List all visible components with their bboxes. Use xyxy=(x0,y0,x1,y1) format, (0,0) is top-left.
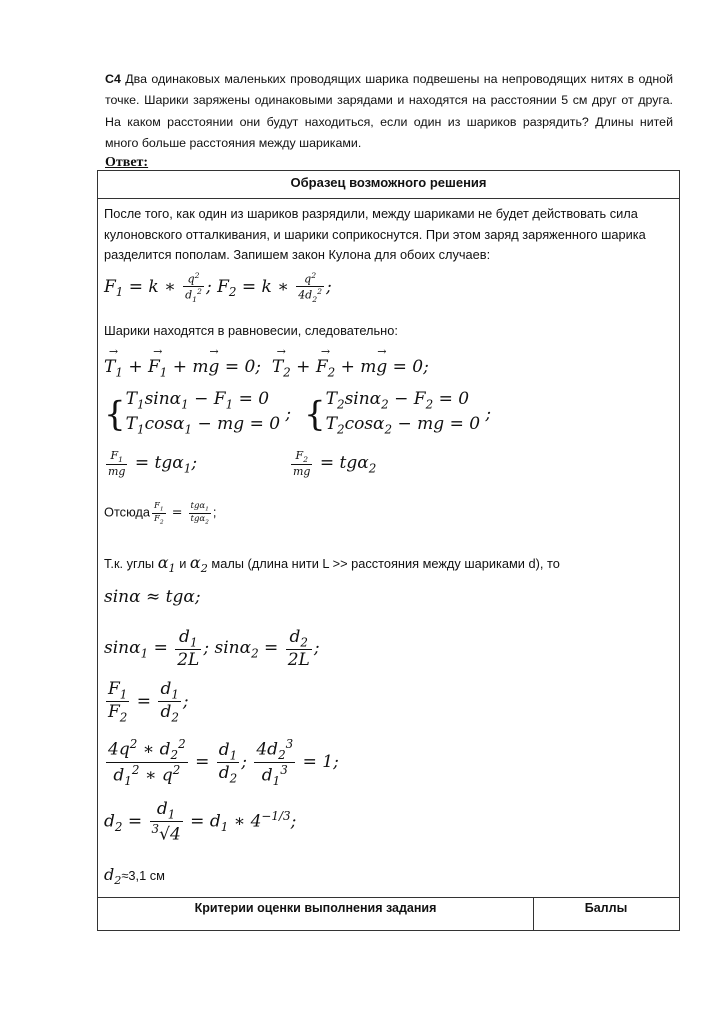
sin-formula: sinα$_1$ = $\frac{d_1}{2L}$ ; sinα$_2$ = $\frac{d_2}{2L}$ ; xyxy=(104,627,320,671)
ratio-formula: $\frac{F_1}{F_2}$ = $\frac{d_1}{d_2}$ ; xyxy=(108,679,189,725)
hence-text: Отсюда xyxy=(104,504,150,520)
angles-and: и xyxy=(179,556,187,571)
vector-equation: → $T_1$ + → $F_1 + m\to g = 0$; → $T_2$ + → $F_2 + m\to g = 0$; xyxy=(104,357,429,379)
sin-approx: sinα ≈ tgα; xyxy=(104,587,201,607)
angles-line: Т.к. углы $\alpha_1$ и $\alpha_2$ малы (длина нити L >> расстояния между шариками d), то xyxy=(104,553,560,576)
points-header: Баллы xyxy=(584,901,628,915)
criteria-row xyxy=(98,897,679,930)
tg-formula-1: $\frac{F_1}{mg}$ = tgα$_1$; xyxy=(108,449,198,479)
solution-intro: После того, как один из шариков разрядили, между шариками не будет действовать сила кулоновского отталкивания, и шарики соприкоснутся. При этом заряд заряженного шарика разделится пополам. Запишем закон Кулона для обоих случаев: xyxy=(104,206,646,262)
problem-label: С4 xyxy=(105,72,121,86)
tg-formula-2: $\frac{F_2}{mg}$ = tgα$_2$ xyxy=(293,449,377,479)
solution-header: Образец возможного решения xyxy=(98,171,679,199)
system-1: {$T_1\sin\alpha_1 - F_1 = 0$ $T_1\cos\alpha_1$ − mg = 0 ; xyxy=(104,389,292,437)
angles-pre: Т.к. углы xyxy=(104,556,155,571)
solution-table xyxy=(97,170,680,931)
final-formula: $d_2$ = $\frac{d_1}{^3√4}$ = $d_1$ ∗ $4^{-1/3}$; xyxy=(104,799,297,846)
answer-label: Ответ: xyxy=(105,155,149,170)
criteria-header: Критерии оценки выполнения задания xyxy=(98,898,534,930)
hence-line: Отсюда $\frac{F_1}{F_2}$ = $\frac{tg\alpha_1}{tg\alpha_2}$ ; xyxy=(104,501,217,526)
result-value: ≈3,1 см xyxy=(121,868,165,883)
angles-post: малы (длина нити L >> расстояния между шариками d), то xyxy=(211,556,560,571)
result-line: $d_2\approx 3,1$ см xyxy=(104,865,165,888)
system-2: {$T_2\sin\alpha_2 - F_2 = 0$ $T_2\cos\alpha_2$ − mg = 0 ; xyxy=(304,389,492,437)
problem-text: Два одинаковых маленьких проводящих шарика подвешены на непроводящих нитях в одной точке. Шарики заряжены одинаковыми зарядами и находятся на расстоянии 5 см друг от друга. На каком расстоянии они будут находиться, если один из шариков разрядить? Длины нитей много больше расстояния между шариками. xyxy=(105,72,673,150)
problem-statement xyxy=(105,69,673,154)
equilibrium-text: Шарики находятся в равновесии, следовательно: xyxy=(104,323,398,338)
coulomb-formula: $F_1 = k$ ∗ $\frac{q^2}{d_1^2}$ ; $F_2 = k$ ∗ $\frac{q^2}{4d_2^2}$ ; xyxy=(104,271,332,304)
derivation-formula: $\frac{4q^2 ∗ d_2^2}{d_1^2 ∗ q^2}$ = $\frac{d_1}{d_2}$ ; $\frac{4d_2^3}{d_1^3}$ = 1; xyxy=(108,737,339,789)
